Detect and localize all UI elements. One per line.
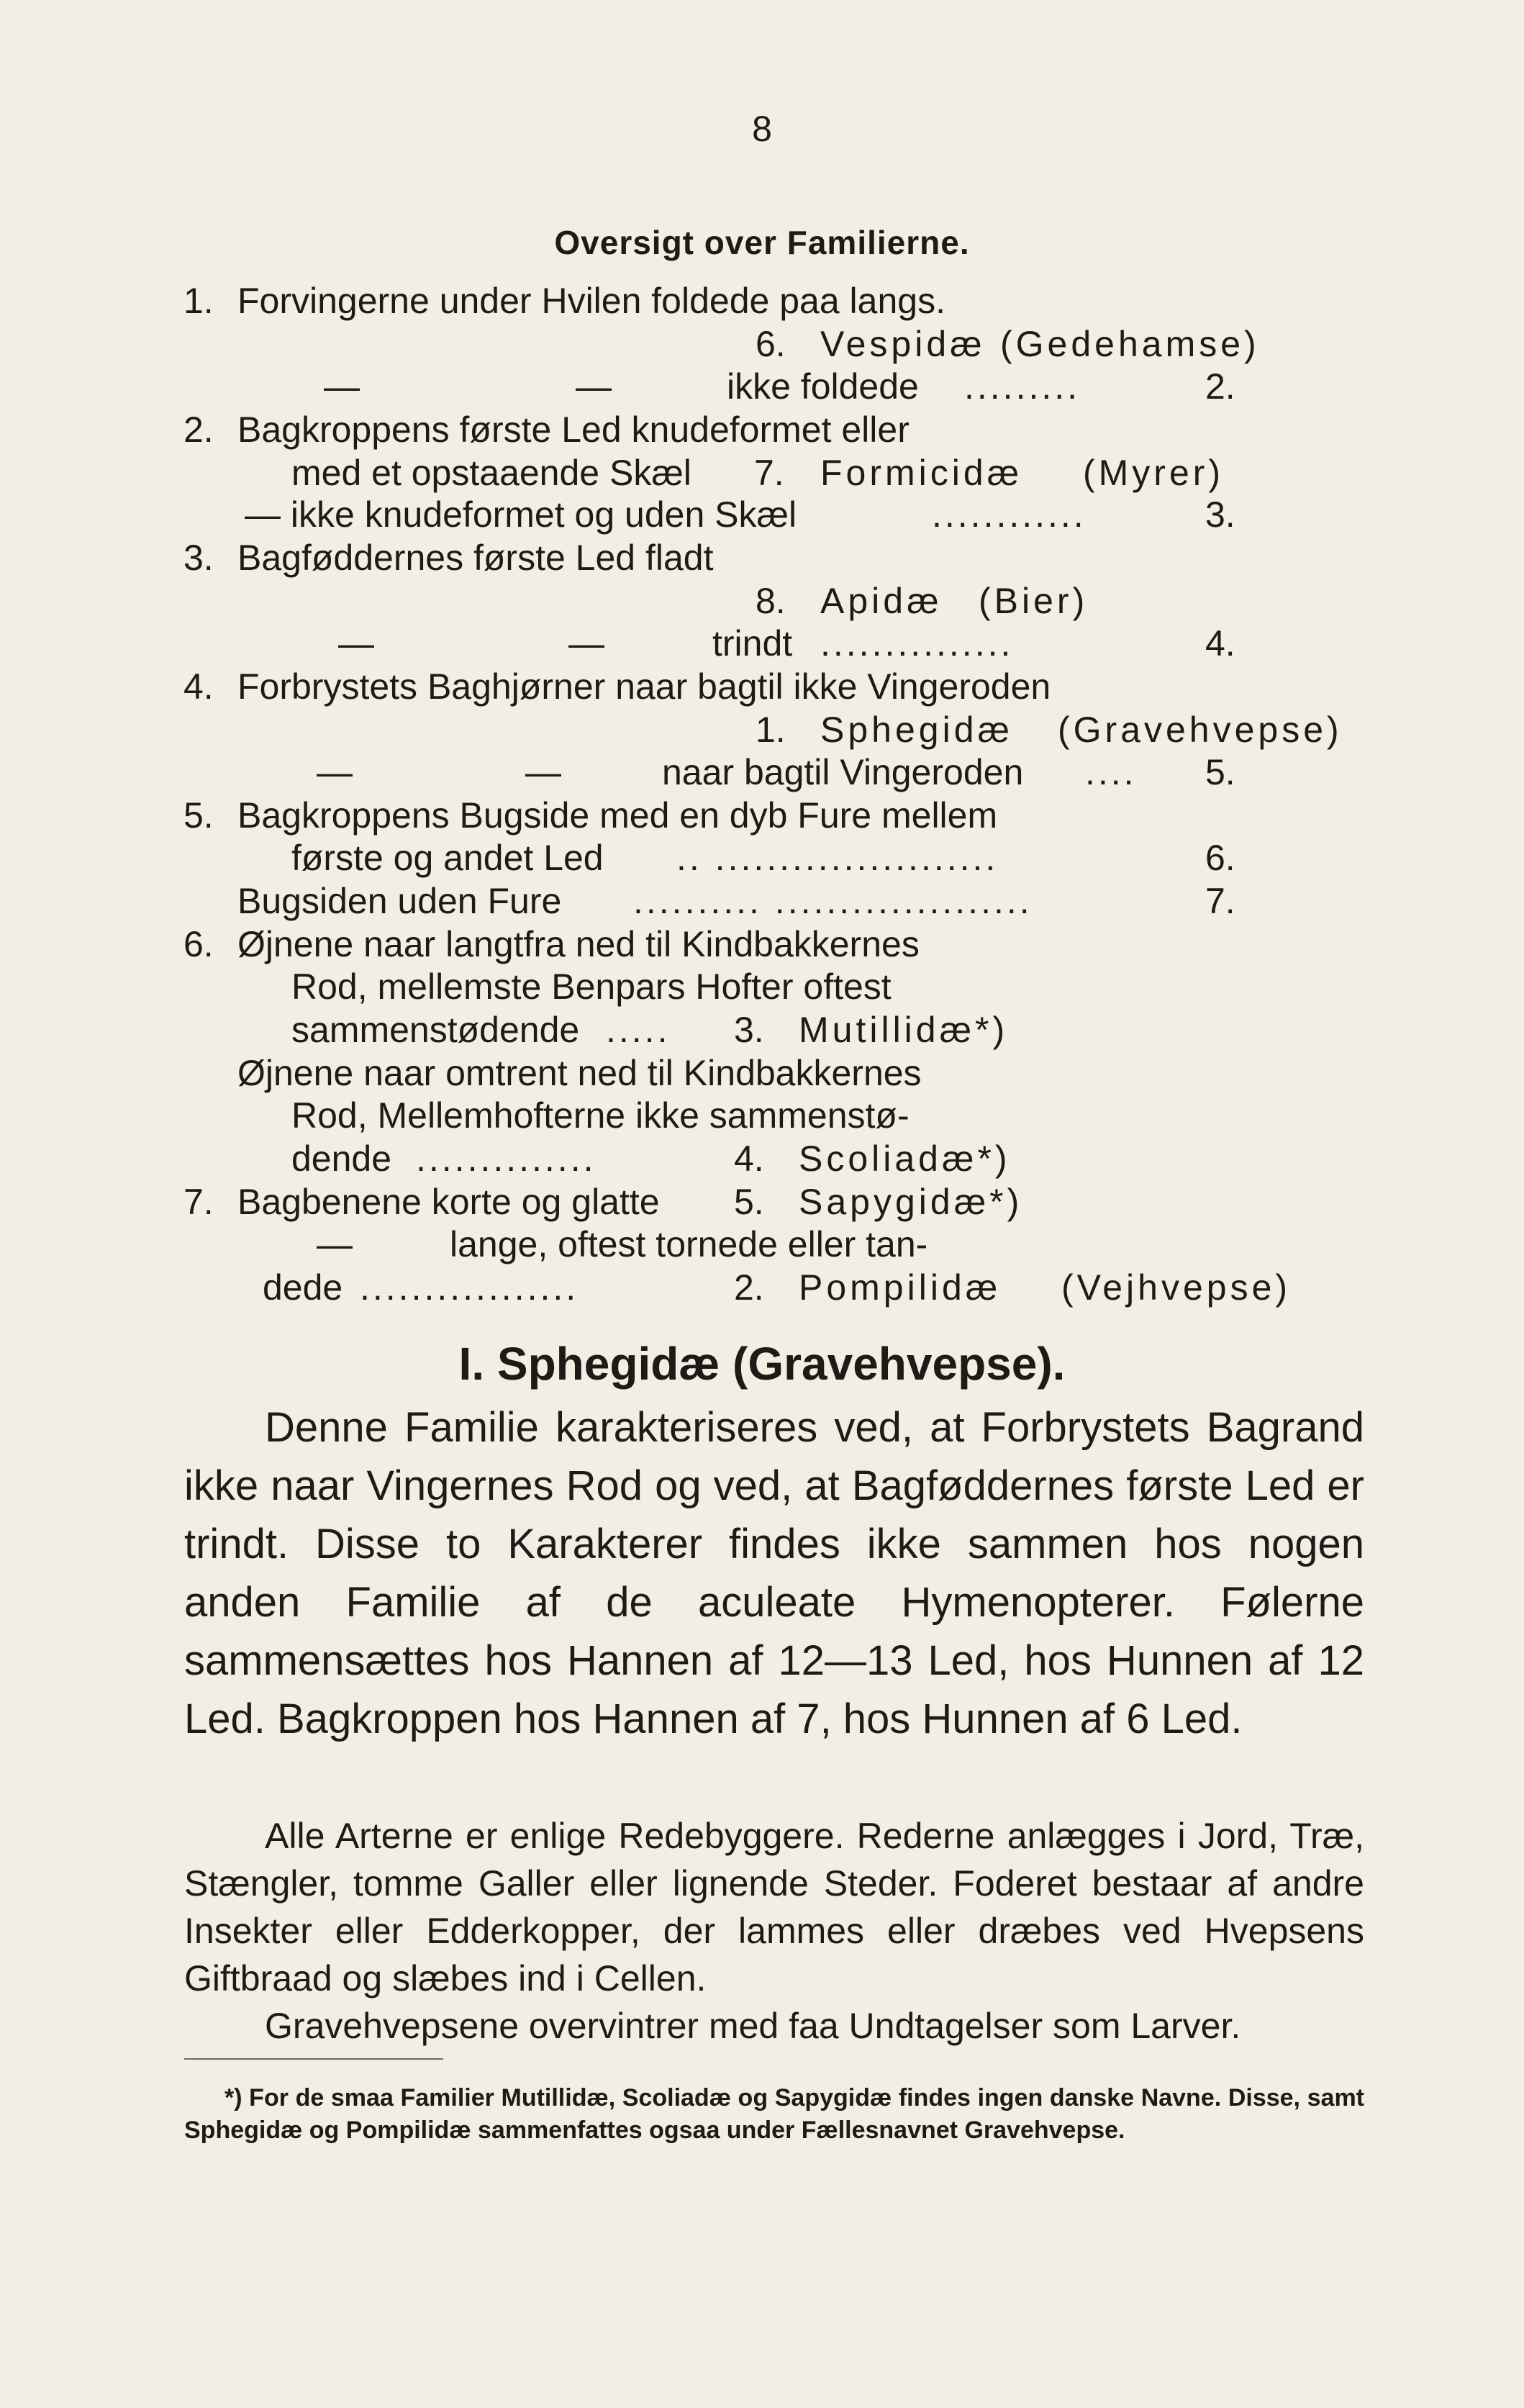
key-line — [0, 1266, 1524, 1309]
overwintering-paragraph: Gravehvepsene overvintrer med faa Undtagelser som Larver. — [265, 2006, 1241, 2046]
key-text: sammenstødende — [291, 1010, 580, 1050]
key-ref: 5. — [1205, 752, 1235, 792]
family-name: Vespidæ — [820, 324, 986, 364]
key-line — [0, 836, 1524, 879]
key-ref: 6. — [1205, 838, 1235, 878]
family-note: (Bier) — [979, 581, 1089, 621]
family-name: Sapygidæ*) — [799, 1182, 1023, 1222]
key-text: Øjnene naar omtrent ned til Kindbakkernes — [237, 1053, 922, 1093]
leader-dots: ............... — [820, 623, 1014, 664]
key-line — [0, 1137, 1524, 1180]
leader-dots: ................. — [360, 1267, 579, 1308]
nesting-paragraph: Alle Arterne er enlige Redebyggere. Rederne anlægges i Jord, Træ, Stængler, tomme Galler eller lignende Steder. Foderet bestaar af andre Insekter eller Edderkopper, der lammes eller dræbes ved Hvepsens Giftbraad og slæbes ind i Cellen. — [184, 1816, 1364, 1999]
key-text: med et opstaaende Skæl — [291, 453, 691, 493]
key-line — [0, 451, 1524, 494]
key-text: naar bagtil Vingeroden — [662, 752, 1024, 792]
family-note: (Gravehvepse) — [1058, 710, 1343, 750]
family-name: Scoliadæ*) — [799, 1139, 1011, 1179]
ditto-dash: — — [525, 752, 561, 792]
key-ref: 1. — [756, 710, 786, 750]
family-note: (Myrer) — [1083, 453, 1225, 493]
family-name: Sphegidæ — [820, 710, 1013, 750]
leader-dots: ............ — [932, 494, 1087, 535]
leader-dots: .... — [1085, 752, 1137, 792]
key-text: lange, oftest tornede eller tan- — [450, 1224, 928, 1264]
key-text: Bugsiden uden Fure — [237, 881, 562, 921]
key-text: trindt — [712, 623, 793, 664]
key-ref: 7. — [1205, 881, 1235, 921]
key-line — [0, 322, 1524, 366]
key-text: Bagbenene korte og glatte — [237, 1182, 660, 1222]
family-name: Formicidæ — [820, 453, 1023, 493]
key-ref: 2. — [1205, 366, 1235, 407]
key-line — [0, 279, 1524, 322]
ditto-dash: — — [324, 366, 360, 407]
key-number: 2. — [183, 409, 214, 450]
key-text: Bagkroppens første Led knudeformet eller — [237, 409, 910, 450]
ditto-dash: — — [568, 623, 604, 664]
footnote: *) For de smaa Familier Mutillidæ, Scoliadæ og Sapygidæ findes ingen danske Navne. Disse, samt Sphegidæ og Pompilidæ sammenfattes ogsaa under Fællesnavnet Gravehvepse. — [184, 2084, 1364, 2144]
key-line — [0, 708, 1524, 751]
key-ref: 8. — [756, 581, 786, 621]
key-line — [0, 622, 1524, 665]
key-line — [0, 665, 1524, 708]
family-heading: I. Sphegidæ (Gravehvepse). — [458, 1338, 1066, 1390]
family-note: (Gedehamse) — [1000, 324, 1260, 364]
key-line — [0, 536, 1524, 579]
key-text: første og andet Led — [291, 838, 604, 878]
key-number: 6. — [183, 924, 214, 964]
key-line — [0, 1094, 1524, 1137]
family-description: Denne Familie karakteriseres ved, at Forbrystets Bagrand ikke naar Vingernes Rod og ved, at Bagføddernes første Led er trindt. Disse to Karakterer findes ikke sammen hos nogen anden Familie af de aculeate Hymenopterer. Følerne sammensættes hos Hannen af 12—13 Led, hos Hunnen af 12 Led. Bagkroppen hos Hannen af 7, hos Hunnen af 6 Led. — [184, 1404, 1364, 1742]
key-line — [0, 1180, 1524, 1223]
key-line — [0, 365, 1524, 408]
leader-dots: ......... — [964, 366, 1081, 407]
key-text: ikke foldede — [727, 366, 919, 407]
key-number: 5. — [183, 795, 214, 836]
ditto-dash: — — [317, 752, 353, 792]
key-text: Forvingerne under Hvilen foldede paa langs. — [237, 281, 945, 321]
key-line — [0, 751, 1524, 794]
leader-dots: ..... — [606, 1010, 671, 1050]
key-ref: 6. — [756, 324, 786, 364]
key-ref: 5. — [734, 1182, 764, 1222]
key-number: 4. — [183, 666, 214, 707]
overview-heading: Oversigt over Familierne. — [554, 224, 970, 261]
key-number: 3. — [183, 538, 214, 578]
key-line — [0, 1223, 1524, 1266]
key-line — [0, 923, 1524, 966]
key-text: Rod, Mellemhofterne ikke sammenstø- — [291, 1095, 910, 1136]
key-ref: 4. — [734, 1139, 764, 1179]
leader-dots: .......... .................... — [633, 881, 1033, 921]
family-note: (Vejhvepse) — [1061, 1267, 1292, 1308]
key-text: Øjnene naar langtfra ned til Kindbakkernes — [237, 924, 920, 964]
ditto-dash: — — [317, 1224, 353, 1264]
key-number: 7. — [183, 1182, 214, 1222]
key-line — [0, 1051, 1524, 1095]
footnote-divider — [184, 2058, 443, 2060]
key-text: Forbrystets Baghjørner naar bagtil ikke Vingeroden — [237, 666, 1051, 707]
key-number: 1. — [183, 281, 214, 321]
family-name: Mutillidæ*) — [799, 1010, 1009, 1050]
key-ref: 3. — [1205, 494, 1235, 535]
family-name: Pompilidæ — [799, 1267, 1002, 1308]
key-line — [0, 965, 1524, 1008]
key-text: — ikke knudeformet og uden Skæl — [245, 494, 797, 535]
key-text: Bagkroppens Bugside med en dyb Fure mellem — [237, 795, 998, 836]
ditto-dash: — — [576, 366, 612, 407]
key-ref: 3. — [734, 1010, 764, 1050]
page-number: 8 — [752, 109, 772, 149]
key-text: Rod, mellemste Benpars Hofter oftest — [291, 967, 892, 1007]
key-line — [0, 794, 1524, 837]
ditto-dash: — — [338, 623, 374, 664]
key-line — [0, 408, 1524, 451]
key-text: dede — [263, 1267, 343, 1308]
key-line — [0, 879, 1524, 923]
key-text: dende — [291, 1139, 392, 1179]
key-line — [0, 493, 1524, 536]
leader-dots: .............. — [416, 1139, 597, 1179]
key-line — [0, 579, 1524, 623]
key-line — [0, 1008, 1524, 1051]
key-ref: 7. — [754, 453, 784, 493]
leader-dots: .. ...................... — [676, 838, 999, 878]
key-text: Bagføddernes første Led fladt — [237, 538, 714, 578]
key-ref: 4. — [1205, 623, 1235, 664]
key-ref: 2. — [734, 1267, 764, 1308]
family-name: Apidæ — [820, 581, 943, 621]
